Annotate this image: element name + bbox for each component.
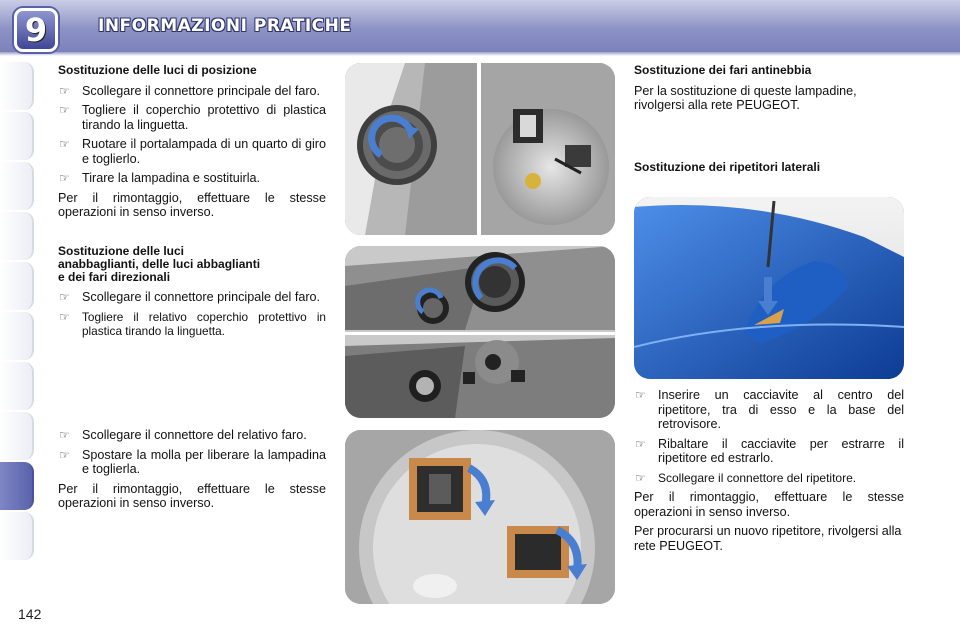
section-repeaters	[634, 388, 904, 558]
chapter-tab[interactable]	[0, 412, 34, 460]
section-headlights	[58, 245, 326, 344]
dealer-note: Per procurarsi un nuovo ripetitore, rivolgersi alla rete PEUGEOT.	[634, 524, 902, 553]
step-item: ☞ Spostare la molla per liberare la lampadina e toglierla.	[58, 448, 326, 477]
step-item: ☞ Togliere il coperchio protettivo di plastica tirando la linguetta.	[58, 103, 326, 132]
reassembly-note: Per il rimontaggio, effettuare le stesse operazioni in senso inverso.	[58, 190, 326, 219]
position-light-illustration	[345, 63, 615, 235]
chapter-tab-active[interactable]	[0, 462, 34, 510]
step-item: ☞ Scollegare il connettore principale del faro.	[58, 84, 326, 99]
chapter-tab[interactable]	[0, 312, 34, 360]
header-shadow	[0, 52, 960, 56]
chapter-tab[interactable]	[0, 112, 34, 160]
step-item: ☞ Tirare la lampadina e sostituirla.	[58, 171, 326, 186]
step-item: ☞ Ribaltare il cacciavite per estrarre il ripetitore ed estrarlo.	[634, 437, 904, 466]
chapter-badge: 9	[14, 8, 58, 52]
page-title: INFORMAZIONI PRATICHE	[98, 16, 352, 36]
section-bulb-removal	[58, 428, 326, 516]
step-item: ☞ Scollegare il connettore del relativo faro.	[58, 428, 326, 443]
chapter-tab[interactable]	[0, 512, 34, 560]
section-title: Sostituzione dei ripetitori laterali	[634, 160, 821, 174]
chapter-tab[interactable]	[0, 162, 34, 210]
step-item: ☞ Inserire un cacciavite al centro del ripetitore, tra di esso e la base del retrovisore.	[634, 388, 904, 432]
step-item: ☞ Togliere il relativo coperchio protettivo in plastica tirando la linguetta.	[58, 310, 326, 339]
step-item: ☞ Ruotare il portalampada di un quarto di giro e toglierlo.	[58, 137, 326, 166]
reassembly-note: Per il rimontaggio, effettuare le stesse operazioni in senso inverso.	[58, 481, 326, 510]
chapter-tab[interactable]	[0, 262, 34, 310]
headlight-illustration	[345, 246, 615, 418]
chapter-tab[interactable]	[0, 62, 34, 110]
section-title-line: Sostituzione delle luci	[58, 244, 185, 258]
chapter-tab[interactable]	[0, 212, 34, 260]
chapter-tabs	[0, 62, 36, 562]
side-repeater-illustration	[634, 197, 904, 379]
section-title	[58, 245, 326, 284]
section-repeaters-title	[634, 160, 904, 181]
bulb-spring-illustration	[345, 430, 615, 604]
fog-note: Per la sostituzione di queste lampadine, rivolgersi alla rete PEUGEOT.	[634, 83, 857, 112]
page-number: 142	[18, 606, 42, 622]
section-title-line: e dei fari direzionali	[58, 270, 171, 284]
section-fog-lights	[634, 63, 904, 118]
section-title-line: anabbaglianti, delle luci abbaglianti	[58, 257, 261, 271]
section-title: Sostituzione dei fari antinebbia	[634, 63, 812, 77]
section-title: Sostituzione delle luci di posizione	[58, 63, 257, 77]
reassembly-note: Per il rimontaggio, effettuare le stesse operazioni in senso inverso.	[634, 490, 904, 519]
step-item: ☞ Scollegare il connettore principale del faro.	[58, 290, 326, 305]
chapter-tab[interactable]	[0, 362, 34, 410]
step-item: ☞ Scollegare il connettore del ripetitore.	[634, 471, 904, 486]
section-position-lights	[58, 63, 326, 225]
